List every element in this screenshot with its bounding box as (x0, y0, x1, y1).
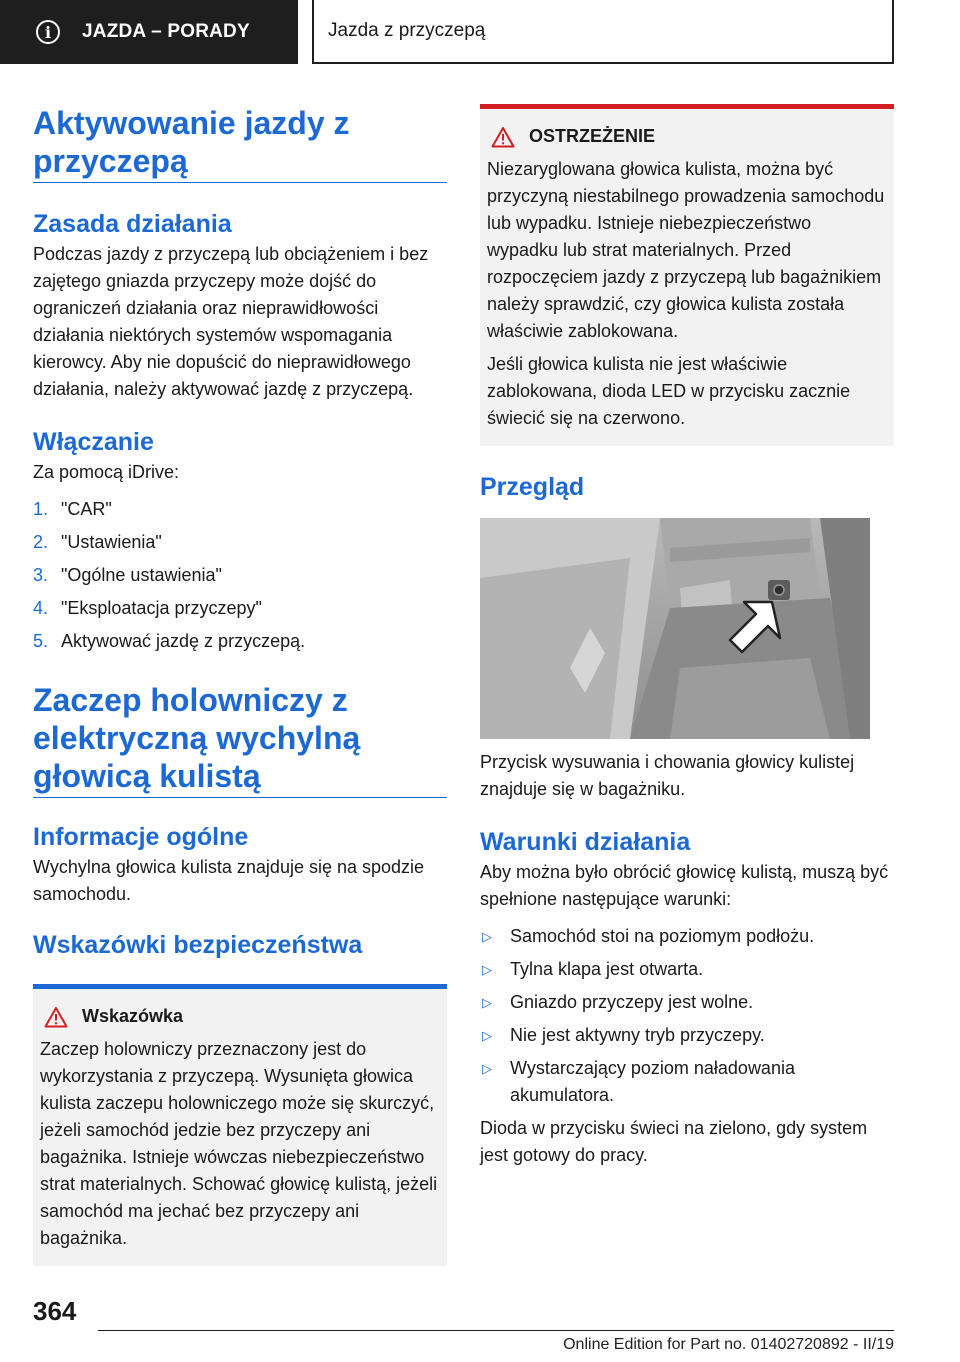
step-item: 2. "Ustawienia" (33, 532, 162, 552)
heading-principle: Zasada działania (33, 210, 232, 238)
idrive-steps (33, 496, 447, 655)
note-text: Zaczep holowniczy przeznaczony jest do wykorzystania z przyczepą. Wysunięta głowica kulista zaczepu holowniczego może się skurczyć, jeżeli samochód jedzie bez przyczepy ani bagażnika. Istnieje wówczas niebezpieczeństwo strat materialnych. Schować głowicę kulistą, jeżeli samochód ma jechać bez przyczepy ani bagażnika. (40, 1039, 438, 1248)
bullet-triangle-icon: ▷ (482, 995, 492, 1010)
general-info-text: Wychylna głowica kulista znajduje się na spodzie samochodu. (33, 857, 425, 904)
heading-trailer-hitch: Zaczep holowniczy z elektryczną wychylną głowicą kulistą (33, 681, 447, 798)
bullet-triangle-icon: ▷ (482, 929, 492, 944)
step-item: 1. "CAR" (33, 499, 112, 519)
conditions-footer-text: Dioda w przycisku świeci na zielono, gdy system jest gotowy do pracy. (480, 1118, 868, 1165)
switch-on-intro: Za pomocą iDrive: (33, 462, 180, 482)
info-icon: i (36, 20, 60, 44)
step-item: 4. "Eksploatacja przyczepy" (33, 598, 262, 618)
list-item: ▷ Wystarczający poziom naładowania akumulatora. (480, 1055, 894, 1109)
page-number: 364 (33, 1296, 77, 1326)
heading-switch-on: Włączanie (33, 428, 154, 456)
heading-overview: Przegląd (480, 473, 585, 501)
bullet-triangle-icon: ▷ (482, 1028, 492, 1043)
note-title: Wskazówka (44, 1003, 439, 1030)
overview-caption: Przycisk wysuwania i chowania głowicy kulistej znajduje się w bagażniku. (480, 752, 855, 799)
conditions-intro: Aby można było obrócić głowicę kulistą, muszą być spełnione następujące warunki: (480, 862, 889, 909)
heading-general-info: Informacje ogólne (33, 823, 249, 851)
list-item: ▷ Nie jest aktywny tryb przyczepy. (480, 1022, 894, 1049)
warning-text-1: Niezaryglowana głowica kulista, można być przyczyną niestabilnego prowadzenia samochodu lub wypadku. Istnieje niebezpieczeństwo wypadku lub strat materialnych. Przed rozpoczęciem jazdy z przyczepą lub bagażnikiem należy sprawdzić, czy głowica kulista została właściwie zablokowana. (487, 159, 885, 341)
list-item: ▷ Gniazdo przyczepy jest wolne. (480, 989, 894, 1016)
warning-triangle-icon (491, 126, 515, 148)
note-box (33, 984, 447, 1266)
heading-safety: Wskazówki bezpieczeństwa (33, 931, 363, 959)
warning-box (480, 104, 894, 446)
conditions-list (480, 923, 894, 1109)
bullet-triangle-icon: ▷ (482, 962, 492, 977)
trunk-button-photo (480, 518, 870, 739)
principle-text: Podczas jazdy z przyczepą lub obciążeniem i bez zajętego gniazda przyczepy może dojść do ograniczeń działania oraz nieprawidłowości działania niektórych systemów wspomagania kierowcy. Aby nie dopuścić do nieprawidłowego działania, należy aktywować jazdę z przyczepą. (33, 244, 429, 399)
header-title-text: Jazda z przyczepą (328, 20, 486, 41)
step-item: 3. "Ogólne ustawienia" (33, 565, 222, 585)
bullet-triangle-icon: ▷ (482, 1061, 492, 1076)
heading-conditions: Warunki działania (480, 828, 691, 856)
edition-text: Online Edition for Part no. 01402720892 - II/19 (563, 1336, 894, 1353)
header-section-label: JAZDA – PORADY (82, 21, 250, 42)
list-item: ▷ Tylna klapa jest otwarta. (480, 956, 894, 983)
header-section-tab (0, 0, 298, 64)
step-item: 5. Aktywować jazdę z przyczepą. (33, 631, 306, 651)
warning-triangle-icon (44, 1006, 68, 1028)
footer-divider (98, 1330, 894, 1331)
list-item: ▷ Samochód stoi na poziomym podłożu. (480, 923, 894, 950)
warning-title: OSTRZEŻENIE (491, 123, 886, 150)
warning-text-2: Jeśli głowica kulista nie jest właściwie zablokowana, dioda LED w przycisku zacznie świecić się na czerwono. (487, 354, 851, 428)
right-column (480, 104, 894, 1169)
left-column (33, 104, 447, 1266)
heading-activation: Aktywowanie jazdy z przyczepą (33, 104, 447, 183)
header-chapter-title (312, 0, 894, 64)
